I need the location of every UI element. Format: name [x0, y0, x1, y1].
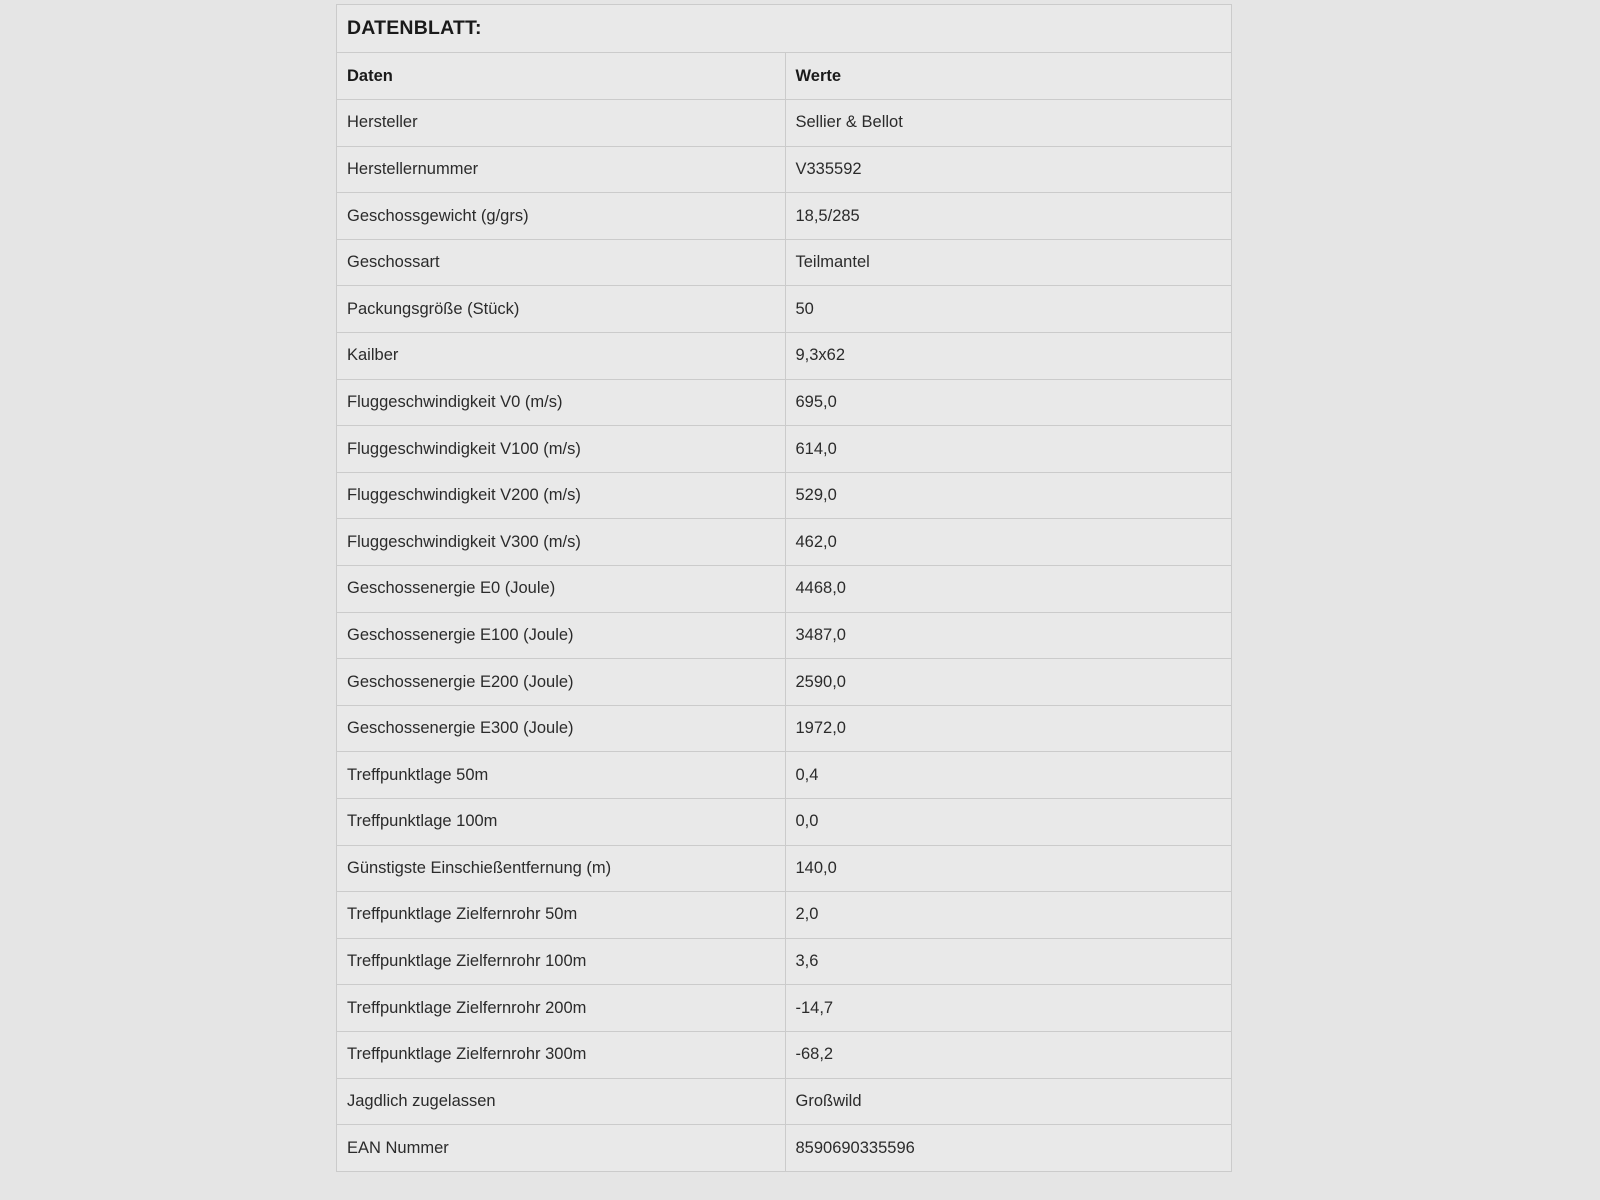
table-row	[337, 612, 1231, 659]
table-row	[337, 659, 1231, 706]
table-row	[337, 845, 1231, 892]
row-label: Geschossenergie E300 (Joule)	[337, 705, 785, 752]
row-label: Geschossenergie E100 (Joule)	[337, 612, 785, 659]
table-header	[337, 53, 1231, 100]
row-value: Sellier & Bellot	[785, 100, 1231, 147]
row-label: Treffpunktlage Zielfernrohr 100m	[337, 938, 785, 985]
column-header-daten: Daten	[337, 53, 785, 100]
table-row	[337, 752, 1231, 799]
row-value: 9,3x62	[785, 333, 1231, 380]
row-value: 50	[785, 286, 1231, 333]
table-body	[337, 100, 1231, 1172]
row-label: Treffpunktlage Zielfernrohr 50m	[337, 892, 785, 939]
row-label: Hersteller	[337, 100, 785, 147]
table-row	[337, 146, 1231, 193]
datasheet-panel	[336, 4, 1232, 1172]
specification-table	[337, 53, 1231, 1171]
table-row	[337, 286, 1231, 333]
column-header-werte: Werte	[785, 53, 1231, 100]
row-value: 695,0	[785, 379, 1231, 426]
table-row	[337, 892, 1231, 939]
table-row	[337, 799, 1231, 846]
row-label: Treffpunktlage 50m	[337, 752, 785, 799]
row-label: Geschossenergie E0 (Joule)	[337, 566, 785, 613]
table-header-row	[337, 53, 1231, 100]
row-value: 4468,0	[785, 566, 1231, 613]
row-label: Geschossart	[337, 239, 785, 286]
row-label: Jagdlich zugelassen	[337, 1078, 785, 1125]
row-value: 3,6	[785, 938, 1231, 985]
table-row	[337, 379, 1231, 426]
row-label: Packungsgröße (Stück)	[337, 286, 785, 333]
row-label: Herstellernummer	[337, 146, 785, 193]
page-title: DATENBLATT:	[337, 5, 1231, 53]
row-label: Treffpunktlage 100m	[337, 799, 785, 846]
table-row	[337, 1078, 1231, 1125]
table-row	[337, 705, 1231, 752]
row-value: V335592	[785, 146, 1231, 193]
row-label: Fluggeschwindigkeit V300 (m/s)	[337, 519, 785, 566]
table-row	[337, 566, 1231, 613]
row-label: Treffpunktlage Zielfernrohr 200m	[337, 985, 785, 1032]
table-row	[337, 472, 1231, 519]
table-row	[337, 426, 1231, 473]
row-value: 18,5/285	[785, 193, 1231, 240]
table-row	[337, 100, 1231, 147]
row-value: 2590,0	[785, 659, 1231, 706]
row-value: 0,4	[785, 752, 1231, 799]
table-row	[337, 193, 1231, 240]
row-value: 529,0	[785, 472, 1231, 519]
row-value: -14,7	[785, 985, 1231, 1032]
row-value: 0,0	[785, 799, 1231, 846]
table-row	[337, 938, 1231, 985]
row-label: Fluggeschwindigkeit V100 (m/s)	[337, 426, 785, 473]
table-row	[337, 519, 1231, 566]
row-label: Kailber	[337, 333, 785, 380]
row-value: 3487,0	[785, 612, 1231, 659]
row-value: 462,0	[785, 519, 1231, 566]
row-label: Fluggeschwindigkeit V200 (m/s)	[337, 472, 785, 519]
row-value: 614,0	[785, 426, 1231, 473]
row-value: Großwild	[785, 1078, 1231, 1125]
table-row	[337, 1125, 1231, 1172]
row-label: EAN Nummer	[337, 1125, 785, 1172]
row-label: Geschossenergie E200 (Joule)	[337, 659, 785, 706]
row-value: 8590690335596	[795, 1138, 915, 1157]
table-row	[337, 1031, 1231, 1078]
row-value: Teilmantel	[785, 239, 1231, 286]
row-label: Treffpunktlage Zielfernrohr 300m	[337, 1031, 785, 1078]
row-label: Geschossgewicht (g/grs)	[337, 193, 785, 240]
table-row	[337, 333, 1231, 380]
table-row	[337, 985, 1231, 1032]
table-row	[337, 239, 1231, 286]
row-label: Günstigste Einschießentfernung (m)	[337, 845, 785, 892]
row-label: Fluggeschwindigkeit V0 (m/s)	[337, 379, 785, 426]
row-value: 2,0	[785, 892, 1231, 939]
row-value: -68,2	[785, 1031, 1231, 1078]
row-value: 140,0	[785, 845, 1231, 892]
row-value: 1972,0	[785, 705, 1231, 752]
